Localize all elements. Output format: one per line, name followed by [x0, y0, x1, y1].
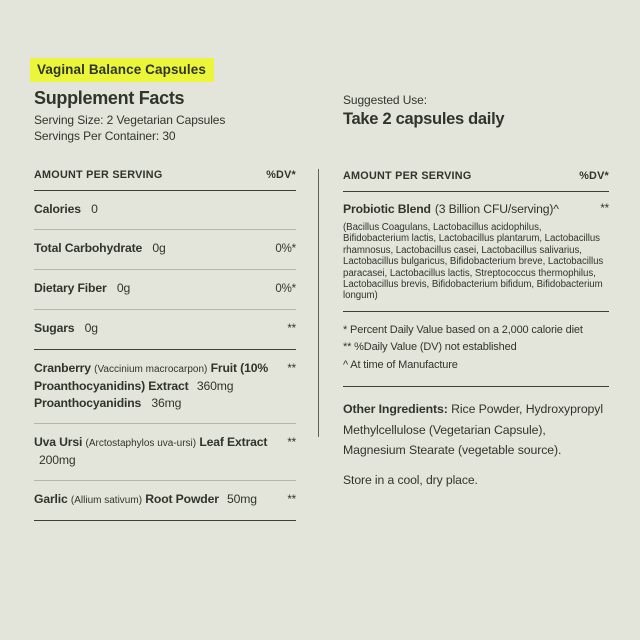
usage-panel — [343, 93, 609, 487]
ingredient-amount: 50mg — [227, 492, 257, 506]
product-title-highlight: Vaginal Balance Capsules — [30, 58, 214, 82]
other-ingredients-value: Rice Powder, Hydroxypropyl Methylcellulose (Vegetarian Capsule), Magnesium Stearate (vegetable source). — [343, 402, 603, 458]
suggested-use-value: Take 2 capsules daily — [343, 110, 505, 128]
footnotes — [343, 312, 609, 388]
footnote-time-of-manufacture: ^ At time of Manufacture — [343, 358, 458, 371]
ingredient-dv: ** — [287, 363, 296, 375]
footnote-dv-not-established: ** %Daily Value (DV) not established — [343, 341, 517, 354]
ingredient-amount: 360mg — [196, 379, 234, 393]
table-row-calories — [34, 191, 296, 230]
nutrient-amount: 0g — [152, 241, 166, 255]
nutrient-dv: 0%* — [275, 243, 296, 255]
table-row-sugars — [34, 310, 296, 350]
supplement-facts-panel — [34, 88, 296, 521]
serving-size: Serving Size: 2 Vegetarian Capsules — [34, 113, 226, 127]
table-row-total-carbohydrate — [34, 230, 296, 270]
probiotic-strains-list: (Bacillus Coagulans, Lactobacillus acidophilus, Bifidobacterium lactis, Lactobacillus plantarum, Lactobacillus rhamnosus, Lactobacillus casei, Lactobacillus salivarius, Lactobacillus bulgaricus, Bifidobacterium breve, Lactobacillus paracasei, Lactobacillus lactis, Streptococcus thermophilus, Lactobacillus brevis, Bifidobacterium bifidum, Bifidobacterium longum) — [343, 222, 609, 312]
nutrient-dv: 0%* — [275, 283, 296, 295]
ingredient-latin-name: (Arctostaphylos uva-ursi) — [85, 438, 197, 449]
footnote-daily-value: * Percent Daily Value based on a 2,000 calorie diet — [343, 323, 583, 336]
nutrient-amount: 0g — [84, 321, 98, 335]
table-header — [343, 157, 609, 192]
subcomponent-amount: 36mg — [151, 396, 182, 410]
nutrient-dv: ** — [287, 323, 296, 335]
table-row-garlic — [34, 481, 296, 521]
table-row-probiotic-blend — [343, 192, 609, 216]
dv-column-header: %DV* — [266, 169, 296, 181]
nutrient-name: Dietary Fiber — [34, 281, 107, 295]
nutrient-name: Total Carbohydrate — [34, 241, 143, 255]
ingredient-name: Cranberry — [34, 361, 91, 375]
nutrient-name: Calories — [34, 202, 81, 216]
servings-per-container: Servings Per Container: 30 — [34, 128, 176, 143]
amount-column-header: AMOUNT PER SERVING — [34, 169, 163, 181]
ingredient-subcomponent — [34, 395, 279, 412]
ingredient-form: Fruit (10% Proanthocyanidins) Extract — [34, 361, 269, 393]
ingredient-dv: ** — [287, 437, 296, 449]
suggested-use-label: Suggested Use: — [343, 93, 427, 107]
ingredient-detail: (3 Billion CFU/serving)^ — [434, 202, 559, 216]
storage-instructions: Store in a cool, dry place. — [343, 472, 478, 487]
ingredient-dv: ** — [600, 203, 609, 215]
ingredient-name: Uva Ursi — [34, 435, 83, 449]
other-ingredients — [343, 399, 609, 461]
table-row-cranberry — [34, 350, 296, 424]
ingredient-name: Probiotic Blend — [343, 202, 431, 216]
ingredient-amount: 200mg — [39, 453, 76, 467]
amount-column-header: AMOUNT PER SERVING — [343, 170, 472, 182]
supplement-facts-title: Supplement Facts — [34, 88, 185, 108]
ingredient-form: Leaf Extract — [199, 435, 268, 449]
table-row-dietary-fiber — [34, 270, 296, 310]
supplement-facts-table — [34, 156, 296, 521]
nutrient-amount: 0 — [91, 202, 98, 216]
other-ingredients-label: Other Ingredients: — [343, 402, 448, 417]
subcomponent-name: Proanthocyanidins — [34, 396, 142, 410]
ingredient-name: Garlic — [34, 492, 68, 506]
table-header — [34, 156, 296, 191]
ingredient-latin-name: (Allium sativum) — [70, 495, 143, 506]
nutrient-name: Sugars — [34, 321, 75, 335]
column-divider — [318, 169, 319, 437]
dv-column-header: %DV* — [579, 170, 609, 182]
nutrient-amount: 0g — [116, 281, 131, 295]
ingredient-latin-name: (Vaccinium macrocarpon) — [94, 364, 208, 375]
ingredient-dv: ** — [287, 494, 296, 506]
table-row-uva-ursi — [34, 424, 296, 481]
ingredient-form: Root Powder — [145, 492, 219, 506]
